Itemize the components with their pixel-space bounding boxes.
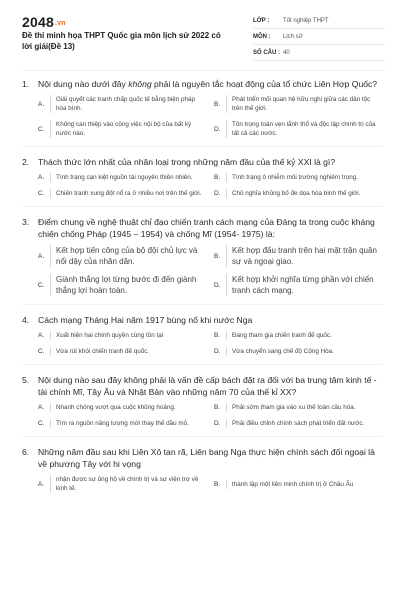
question-number: 1. — [22, 79, 30, 89]
question-number: 2. — [22, 157, 30, 167]
question-text — [38, 374, 382, 398]
question-stem — [22, 314, 382, 326]
answer-option[interactable] — [214, 347, 382, 356]
header-divider — [22, 70, 386, 71]
option-letter: C. — [38, 420, 45, 427]
answer-options — [22, 95, 382, 138]
option-text: Kết hợp đấu tranh trên hai mặt trận quân sự và ngoại giao. — [226, 245, 382, 267]
option-text: Phát triển mối quan hệ hữu nghị giữa các dân tộc trên thế giới. — [226, 95, 382, 113]
option-letter: C. — [38, 125, 45, 133]
answer-option[interactable] — [214, 173, 382, 182]
option-letter: B. — [214, 404, 221, 411]
question-stem — [22, 446, 382, 470]
question-text — [38, 314, 382, 326]
option-text: Phải điều chỉnh chính sách phát triển đất nước. — [226, 419, 364, 428]
question-text-part: Điểm chung về nghệ thuật chỉ đạo chiến tranh cách mạng của Đảng ta trong cuộc kháng chiến chống Pháp (1945 – 1954) và chống Mĩ (1954- 1975) là: — [38, 217, 375, 239]
answer-option[interactable] — [214, 274, 382, 296]
question-item — [22, 216, 382, 305]
question-text-part: Nội dung nào sau đây không phải là vấn đề cấp bách đặt ra đối với ba trung tâm kinh tế - tài chính Mĩ, Tây Âu và Nhật Bản vào những năm 70 của thế kỉ XX? — [38, 375, 377, 397]
option-letter: A. — [38, 404, 45, 411]
answer-option[interactable] — [214, 120, 382, 138]
meta-key: MÔN : — [253, 33, 271, 40]
meta-row-count — [253, 45, 385, 61]
answer-option[interactable] — [214, 189, 382, 198]
meta-row-subject — [253, 29, 385, 45]
logo-suffix: .vn — [54, 19, 66, 27]
option-letter: B. — [214, 332, 221, 339]
question-divider — [22, 146, 382, 147]
question-text-part: phải là nguyên tắc hoạt động của tổ chức Liên Hợp Quốc? — [151, 79, 378, 89]
meta-value: Tốt nghiệp THPT — [283, 17, 329, 24]
site-logo[interactable] — [22, 14, 66, 30]
question-item — [22, 78, 382, 147]
option-text: nhận được sự ủng hộ về chính trị và sự viện trợ về kinh tế. — [50, 475, 206, 493]
answer-option[interactable] — [38, 245, 206, 267]
option-text: Chủ nghĩa khủng bố đe dọa hòa bình thế giới. — [226, 189, 360, 198]
answer-option[interactable] — [38, 95, 206, 113]
meta-value: Lịch sử — [283, 33, 303, 40]
answer-option[interactable] — [38, 274, 206, 296]
option-letter: A. — [38, 100, 45, 108]
answer-options — [22, 245, 382, 296]
option-text: Xuất hiện hai chính quyền cùng tồn tại — [50, 331, 163, 340]
option-letter: A. — [38, 332, 45, 339]
option-letter: D. — [214, 281, 221, 289]
question-text-part: Cách mạng Tháng Hai năm 1917 bùng nổ khi nước Nga — [38, 315, 253, 325]
meta-key: SỐ CÂU : — [253, 49, 280, 56]
question-number: 5. — [22, 375, 30, 385]
question-emphasis: không — [128, 79, 152, 89]
answer-option[interactable] — [38, 189, 206, 198]
option-text: Giành thắng lợi từng bước đi đến giành thắng lợi hoàn toàn. — [50, 274, 206, 296]
answer-option[interactable] — [214, 419, 382, 428]
answer-option[interactable] — [38, 347, 206, 356]
question-stem — [22, 216, 382, 240]
meta-row-class — [253, 13, 385, 29]
meta-key: LỚP : — [253, 17, 270, 24]
question-item — [22, 374, 382, 437]
question-divider — [22, 364, 382, 365]
question-stem — [22, 156, 382, 168]
question-stem — [22, 374, 382, 398]
option-letter: D. — [214, 190, 221, 197]
question-divider — [22, 436, 382, 437]
answer-options — [22, 173, 382, 198]
logo-text: 2048 — [22, 14, 54, 30]
option-letter: B. — [214, 480, 221, 488]
answer-option[interactable] — [214, 403, 382, 412]
option-text: Phải sớm tham gia vào xu thế toàn cầu hóa. — [226, 403, 356, 412]
answer-option[interactable] — [214, 95, 382, 113]
question-text — [38, 216, 382, 240]
option-text: Tình trạng cạn kiệt nguồn tài nguyên thiên nhiên. — [50, 173, 193, 182]
meta-value: 40 — [283, 49, 290, 56]
answer-options — [22, 403, 382, 428]
answer-option[interactable] — [38, 403, 206, 412]
answer-option[interactable] — [214, 245, 382, 267]
answer-option[interactable] — [38, 475, 206, 493]
option-text: Tìm ra nguồn năng lượng mới thay thế dầu mỏ. — [50, 419, 189, 428]
answer-option[interactable] — [38, 120, 206, 138]
question-text — [38, 446, 382, 470]
answer-option[interactable] — [214, 331, 382, 340]
question-item — [22, 156, 382, 207]
question-item — [22, 446, 382, 493]
option-text: Nhanh chóng vượt qua cuộc khủng hoảng. — [50, 403, 176, 412]
question-text-part: Nội dung nào dưới đây — [38, 79, 129, 89]
answer-options — [22, 475, 382, 493]
question-number: 3. — [22, 217, 30, 227]
question-stem — [22, 78, 382, 90]
option-text: Không can thiệp vào công việc nội bộ của bất kỳ nước nào. — [50, 120, 206, 138]
option-letter: C. — [38, 348, 45, 355]
question-number: 4. — [22, 315, 30, 325]
question-text-part: Thách thức lớn nhất của nhân loại trong những năm đầu của thế kỷ XXI là gì? — [38, 157, 336, 167]
option-letter: A. — [38, 252, 45, 260]
answer-option[interactable] — [38, 331, 206, 340]
option-text: Kết hợp tiến công của bộ đội chủ lực và nổi dậy của nhân dân. — [50, 245, 206, 267]
option-text: Kết hợp khởi nghĩa từng phần với chiến tranh cách mạng. — [226, 274, 382, 296]
question-divider — [22, 304, 382, 305]
option-letter: D. — [214, 348, 221, 355]
document-title: Đề thi minh họa THPT Quốc gia môn lịch sử 2022 có lời giải(Đề 13) — [22, 31, 221, 51]
option-letter: A. — [38, 174, 45, 181]
option-text: Vừa rút khỏi chiến tranh đế quốc. — [50, 347, 149, 356]
question-text — [38, 78, 382, 90]
answer-options — [22, 331, 382, 356]
exam-meta-table — [253, 13, 385, 61]
option-letter: B. — [214, 252, 221, 260]
option-text: Đang tham gia chiến tranh đế quốc. — [226, 331, 332, 340]
option-text: Vừa chuyển sang chế độ Cộng Hòa. — [226, 347, 334, 356]
answer-option[interactable] — [38, 173, 206, 182]
option-text: Chiến tranh xung đột nổ ra ở nhiều nơi trên thế giới. — [50, 189, 201, 198]
question-text — [38, 156, 382, 168]
option-text: Tình trạng ô nhiễm môi trường nghiêm trọng. — [226, 173, 358, 182]
answer-option[interactable] — [214, 475, 382, 493]
page-header — [0, 0, 400, 64]
question-item — [22, 314, 382, 365]
option-text: Giải quyết các tranh chấp quốc tế bằng biện pháp hòa bình. — [50, 95, 206, 113]
question-divider — [22, 206, 382, 207]
option-letter: D. — [214, 125, 221, 133]
option-letter: B. — [214, 100, 221, 108]
option-letter: B. — [214, 174, 221, 181]
option-letter: C. — [38, 190, 45, 197]
question-number: 6. — [22, 447, 30, 457]
option-letter: C. — [38, 281, 45, 289]
answer-option[interactable] — [38, 419, 206, 428]
option-text: Tôn trọng toàn vẹn lãnh thổ và độc lập chính trị của tất cả các nước. — [226, 120, 382, 138]
question-text-part: Những năm đầu sau khi Liên Xô tan rã, Liên bang Nga thực hiện chính sách đối ngoại là về phương Tây với hi vọng — [38, 447, 375, 469]
option-text: thành lập một liên minh chính trị ở Châu Âu — [226, 480, 353, 489]
option-letter: A. — [38, 480, 45, 488]
option-letter: D. — [214, 420, 221, 427]
question-list — [22, 78, 382, 493]
